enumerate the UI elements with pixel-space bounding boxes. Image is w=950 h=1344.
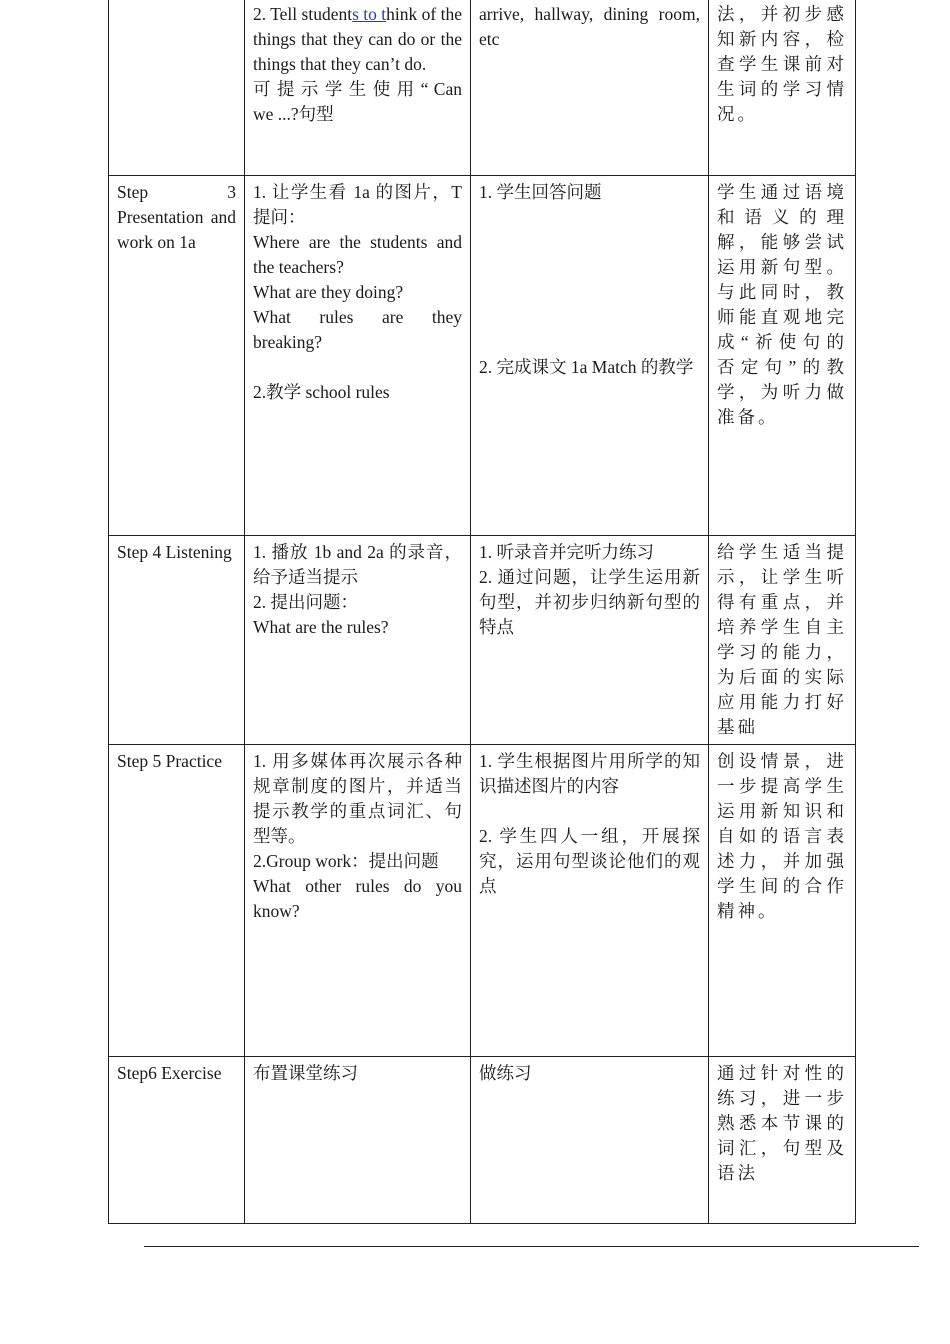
step-title: Step 4 Listening bbox=[117, 541, 232, 562]
purpose-text: 通过针对性的练习，进一步熟悉本节课的词汇，句型及语法 bbox=[717, 1062, 847, 1183]
student-activity-line: 1. 学生根据图片用所学的知识描述图片的内容 bbox=[479, 750, 700, 796]
step-title: Step6 Exercise bbox=[117, 1062, 222, 1083]
step-title: Step 5 Practice bbox=[117, 750, 222, 771]
step-cell bbox=[109, 1056, 245, 1223]
student-activity-line bbox=[479, 205, 700, 230]
student-activity-cell bbox=[471, 744, 709, 1056]
student-activity-line: arrive, hallway, dining room, etc bbox=[479, 4, 700, 49]
student-activity-line bbox=[479, 330, 700, 355]
table-row bbox=[109, 1056, 856, 1223]
teacher-activity-line: 2. 提出问题： bbox=[253, 591, 358, 612]
student-activity-line: 2. 学生四人一组，开展探究，运用句型谈论他们的观点 bbox=[479, 825, 700, 896]
purpose-cell bbox=[709, 744, 856, 1056]
teacher-activity-line: 可 提 示 学 生 使 用 “ Can we ...?句型 bbox=[253, 79, 462, 124]
student-activity-line bbox=[479, 255, 700, 280]
teacher-activity-cell bbox=[245, 175, 471, 535]
purpose-text: 创设情景，进一步提高学生运用新知识和自如的语言表述力，并加强学生间的合作精神。 bbox=[717, 750, 847, 921]
table-row bbox=[109, 744, 856, 1056]
table-row bbox=[109, 0, 856, 175]
student-activity-line bbox=[479, 280, 700, 305]
teacher-activity-line: 布置课堂练习 bbox=[253, 1062, 358, 1083]
teacher-activity-cell bbox=[245, 0, 471, 175]
teacher-activity-line bbox=[253, 355, 462, 380]
step-cell bbox=[109, 175, 245, 535]
student-activity-line: 1. 学生回答问题 bbox=[479, 181, 602, 202]
teacher-activity-line: What are they doing? bbox=[253, 281, 404, 302]
student-activity-cell bbox=[471, 535, 709, 744]
teacher-activity-line: What are the rules? bbox=[253, 616, 389, 637]
student-activity-line: 2. 通过问题，让学生运用新句型，并初步归纳新句型的特点 bbox=[479, 566, 700, 637]
student-activity-cell bbox=[471, 175, 709, 535]
teacher-activity-line: What other rules do you know? bbox=[253, 875, 462, 921]
student-activity-cell bbox=[471, 0, 709, 175]
underlined-text: s to t bbox=[352, 4, 387, 24]
table-row bbox=[109, 175, 856, 535]
student-activity-line: 2. 完成课文 1a Match 的教学 bbox=[479, 356, 694, 377]
step-title: Step 3 Presentation and work on 1a bbox=[117, 181, 236, 252]
text-segment: 2. Tell student bbox=[253, 4, 353, 24]
teacher-activity-line: Where are the students and the teachers? bbox=[253, 231, 462, 277]
purpose-cell bbox=[709, 535, 856, 744]
teacher-activity-cell bbox=[245, 535, 471, 744]
teacher-activity-line: 1. 让学生看 1a 的图片，T 提问： bbox=[253, 181, 462, 227]
purpose-cell bbox=[709, 0, 856, 175]
purpose-text: 给学生适当提示，让学生听得有重点，并培养学生自主学习的能力，为后面的实际应用能力打好基础 bbox=[717, 541, 847, 737]
student-activity-cell bbox=[471, 1056, 709, 1223]
student-activity-line: 做练习 bbox=[479, 1062, 532, 1083]
teacher-activity-line: What rules are they breaking? bbox=[253, 306, 462, 352]
footer-divider bbox=[144, 1246, 919, 1247]
student-activity-line bbox=[479, 305, 700, 330]
student-activity-line bbox=[479, 799, 700, 824]
purpose-text: 法，并初步感知新内容，检查学生课前对生词的学习情况。 bbox=[717, 4, 847, 124]
teacher-activity-cell bbox=[245, 1056, 471, 1223]
teacher-activity-line bbox=[253, 2, 462, 77]
purpose-cell bbox=[709, 175, 856, 535]
teacher-activity-cell bbox=[245, 744, 471, 1056]
teacher-activity-line: 2.Group work：提出问题 bbox=[253, 850, 439, 871]
teacher-activity-line: 2.教学 school rules bbox=[253, 381, 390, 402]
purpose-cell bbox=[709, 1056, 856, 1223]
purpose-text: 学生通过语境和语义的理解，能够尝试运用新句型。与此同时，教师能直观地完成“祈使句的否定句”的教学，为听力做准备。 bbox=[717, 181, 847, 427]
table-row bbox=[109, 535, 856, 744]
step-cell bbox=[109, 744, 245, 1056]
teacher-activity-line: 1. 播放 1b and 2a 的录音，给予适当提示 bbox=[253, 541, 462, 587]
text-segment: hink of the things that they can do or the things that they can’t do. bbox=[253, 4, 462, 74]
student-activity-line: 1. 听录音并完听力练习 bbox=[479, 541, 654, 562]
student-activity-line bbox=[479, 230, 700, 255]
step-cell bbox=[109, 535, 245, 744]
lesson-plan-table bbox=[108, 0, 856, 1224]
step-cell bbox=[109, 0, 245, 175]
teacher-activity-line: 1. 用多媒体再次展示各种规章制度的图片，并适当提示教学的重点词汇、句型等。 bbox=[253, 750, 462, 846]
